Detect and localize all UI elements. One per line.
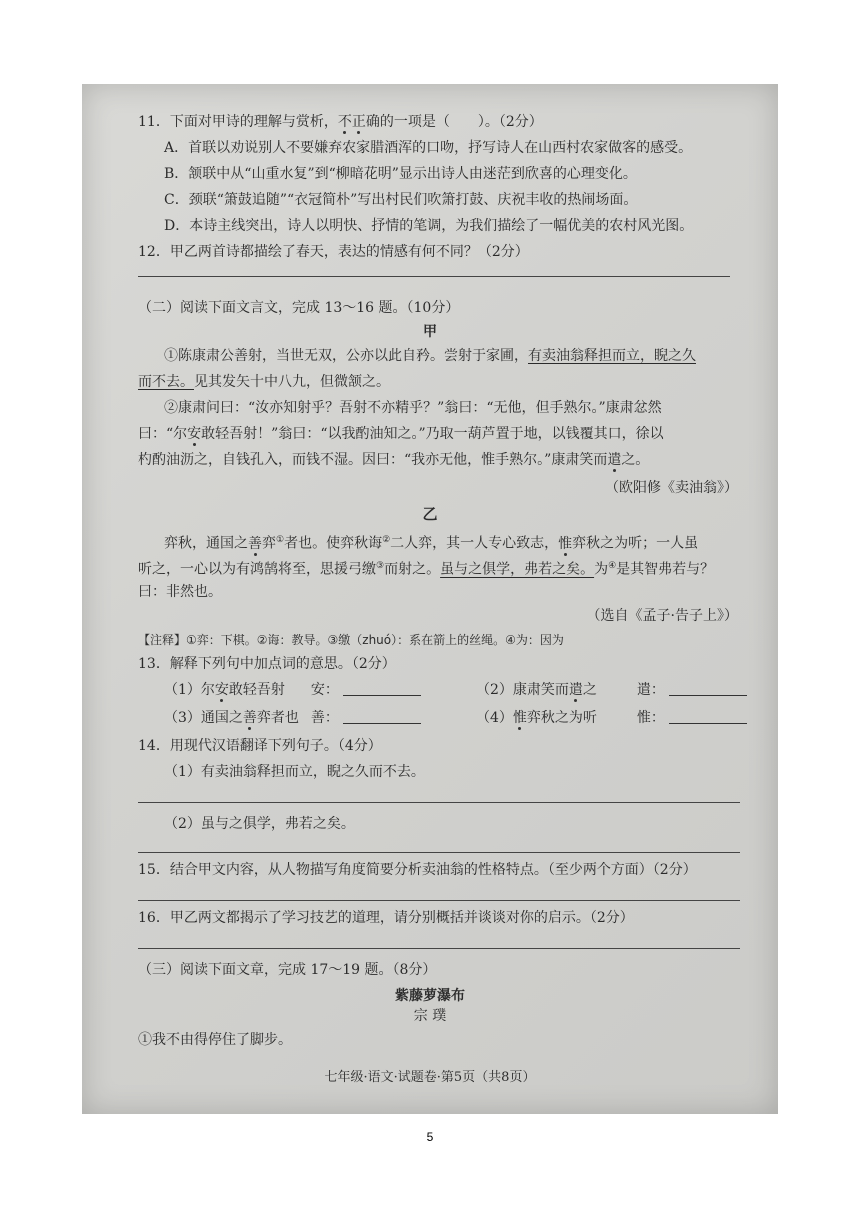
q14-answer-line-2[interactable] [138, 852, 740, 853]
q11-option-a: A．首联以劝说别人不要嫌弃农家腊酒浑的口吻，抒写诗人在山西村农家做客的感受。 [164, 140, 693, 156]
passage-yi-title: 乙 [422, 505, 438, 523]
q11-option-c: C．颈联“箫鼓追随”“衣冠简朴”写出村民们吹箫打鼓、庆祝丰收的热闹场面。 [164, 192, 638, 208]
q12-stem: 12．甲乙两首诗都描绘了春天，表达的情感有何不同？（2分） [138, 244, 529, 260]
yi-line-3: 曰：非然也。 [138, 584, 222, 600]
q14-sentence-1: （1）有卖油翁释担而立，睨之久而不去。 [164, 764, 425, 780]
article-paragraph-1: ①我不由得停住了脚步。 [138, 1032, 292, 1048]
scanned-exam-page [82, 84, 778, 1114]
q15-stem: 15．结合甲文内容，从人物描写角度简要分析卖油翁的性格特点。（至少两个方面）（2分） [138, 862, 697, 878]
jia-paragraph-2-line-2: 曰：“尔安敢轻吾射！”翁曰：“以我酌油知之。”乃取一葫芦置于地，以钱覆其口，徐以 [138, 426, 664, 442]
q13-item-1: （1）尔安敢轻吾射 安： [164, 680, 421, 700]
article-author: 宗 璞 [413, 1008, 447, 1024]
q14-sentence-2: （2）虽与之俱学，弗若之矣。 [164, 816, 355, 832]
jia-paragraph-2-line-1: ②康肃问曰：“汝亦知射乎？吾射不亦精乎？”翁曰：“无他，但手熟尔。”康肃忿然 [164, 400, 662, 416]
jia-paragraph-1-line-1: ①陈康肃公善射，当世无双，公亦以此自矜。尝射于家圃，有卖油翁释担而立，睨之久 [164, 348, 696, 364]
annotation-note: 【注释】①弈：下棋。②诲：教导。③缴（zhuó）：系在箭上的丝绳。④为：因为 [138, 633, 564, 647]
jia-source: （欧阳修《卖油翁》） [605, 480, 738, 496]
passage-jia-title: 甲 [423, 324, 437, 340]
jia-paragraph-1-line-2: 而不去。见其发矢十中八九，但微颔之。 [138, 374, 390, 390]
q16-answer-line[interactable] [138, 948, 740, 949]
article-title: 紫藤萝瀑布 [395, 988, 465, 1004]
page-footer: 七年级·语文·试题卷·第5页（共8页） [324, 1070, 536, 1085]
q15-answer-line[interactable] [138, 900, 740, 901]
q11-option-d: D．本诗主线突出，诗人以明快、抒情的笔调，为我们描绘了一幅优美的农村风光图。 [164, 218, 694, 234]
yi-source: （选自《孟子·告子上》） [586, 608, 738, 624]
q14-answer-line-1[interactable] [138, 802, 740, 803]
q13-blank-4[interactable] [669, 709, 747, 724]
q13-blank-3[interactable] [343, 709, 421, 724]
q12-answer-line[interactable] [138, 276, 730, 277]
q13-item-4: （4）惟弈秋之为听 惟： [476, 708, 747, 728]
q13-item-3: （3）通国之善弈者也 善： [164, 708, 421, 728]
q13-blank-2[interactable] [669, 681, 747, 696]
yi-line-2: 听之，一心以为有鸿鹄将至，思援弓缴③而射之。虽与之俱学，弗若之矣。为④是其智弗若与？ [138, 561, 715, 578]
yi-line-1: 弈秋，通国之善弈①者也。使弈秋诲②二人弈，其一人专心致志，惟弈秋之为听；一人虽 [164, 535, 699, 552]
section2-heading: （二）阅读下面文言文，完成 13～16 题。（10分） [138, 300, 460, 316]
q14-stem: 14．用现代汉语翻译下列句子。（4分） [138, 738, 382, 754]
jia-paragraph-2-line-3: 杓酌油沥之，自钱孔入，而钱不湿。因曰：“我亦无他，惟手熟尔。”康肃笑而遣之。 [138, 452, 650, 468]
q11-stem: 11．下面对甲诗的理解与赏析，不正确的一项是（ ）。（2分） [138, 114, 543, 130]
q13-stem: 13．解释下列句中加点词的意思。（2分） [138, 656, 396, 672]
q11-option-b: B．颔联中从“山重水复”到“柳暗花明”显示出诗人由迷茫到欣喜的心理变化。 [164, 166, 637, 182]
q13-item-2: （2）康肃笑而遣之 遣： [476, 680, 747, 700]
q16-stem: 16．甲乙两文都揭示了学习技艺的道理，请分别概括并谈谈对你的启示。（2分） [138, 910, 634, 926]
q13-blank-1[interactable] [343, 681, 421, 696]
page-number: 5 [426, 1130, 434, 1144]
section3-heading: （三）阅读下面文章，完成 17～19 题。（8分） [138, 962, 437, 978]
